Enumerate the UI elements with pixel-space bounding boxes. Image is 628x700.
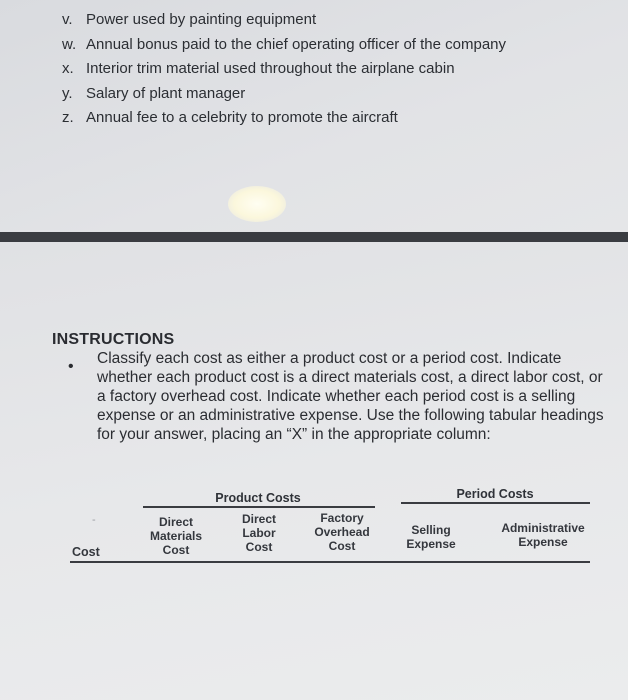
- cost-item-list: [62, 8, 506, 131]
- heading-line: Cost: [328, 539, 356, 553]
- heading-line: Cost: [162, 543, 190, 557]
- instructions-section: [0, 242, 628, 700]
- table-bottom-rule: [70, 561, 590, 563]
- administrative-expense-heading: [488, 521, 598, 549]
- heading-line: Direct: [158, 515, 193, 529]
- period-costs-rule: [401, 502, 590, 504]
- item-text: Salary of plant manager: [86, 84, 246, 102]
- item-letter: w.: [62, 35, 77, 53]
- heading-line: Labor: [242, 526, 276, 540]
- list-item: [62, 8, 506, 33]
- item-text: Power used by painting equipment: [86, 11, 317, 28]
- item-letter: z.: [62, 109, 74, 126]
- item-letter: y.: [62, 84, 73, 102]
- list-item: [62, 33, 506, 58]
- product-costs-rule: [143, 506, 375, 508]
- heading-line: Overhead: [314, 525, 370, 539]
- selling-expense-heading: [398, 523, 464, 551]
- heading-line: Expense: [406, 537, 456, 551]
- direct-labor-heading: [228, 512, 290, 554]
- cost-row-label: Cost: [72, 545, 100, 559]
- item-text: Annual bonus paid to the chief operating officer of the company: [86, 35, 507, 53]
- direct-materials-heading: [140, 515, 212, 557]
- bullet-icon: •: [68, 358, 74, 375]
- heading-line: Direct: [241, 512, 276, 526]
- list-item: [62, 106, 506, 131]
- instructions-heading: INSTRUCTIONS: [52, 331, 175, 348]
- item-text: Interior trim material used throughout the airplane cabin: [86, 60, 455, 77]
- list-item: [62, 82, 506, 107]
- section-divider: [0, 232, 628, 242]
- heading-line: Factory: [320, 511, 364, 525]
- heading-line: Cost: [245, 540, 273, 554]
- item-letter: x.: [62, 60, 74, 77]
- heading-line: Administrative: [501, 521, 585, 535]
- list-item: [62, 57, 506, 82]
- heading-line: Materials: [149, 529, 203, 543]
- heading-line: Expense: [518, 535, 568, 549]
- item-letter: v.: [62, 11, 73, 28]
- item-text: Annual fee to a celebrity to promote the aircraft: [86, 109, 398, 126]
- light-glare: [228, 186, 286, 222]
- product-costs-heading: Product Costs: [215, 491, 301, 505]
- period-costs-heading: Period Costs: [456, 487, 534, 501]
- stray-mark: -: [92, 514, 96, 526]
- heading-line: Selling: [411, 523, 451, 537]
- factory-overhead-heading: [306, 511, 378, 553]
- instructions-text: Classify each cost as either a product cost or a period cost. Indicate whether each product cost is a direct materials cost, a direct labor cost, or a factory overhead cost. Indicate whether each period cost is a selling expense or an administrative expense. Use the following tabular headings for your answer, placing an “X” in the appropriate column:: [97, 350, 604, 443]
